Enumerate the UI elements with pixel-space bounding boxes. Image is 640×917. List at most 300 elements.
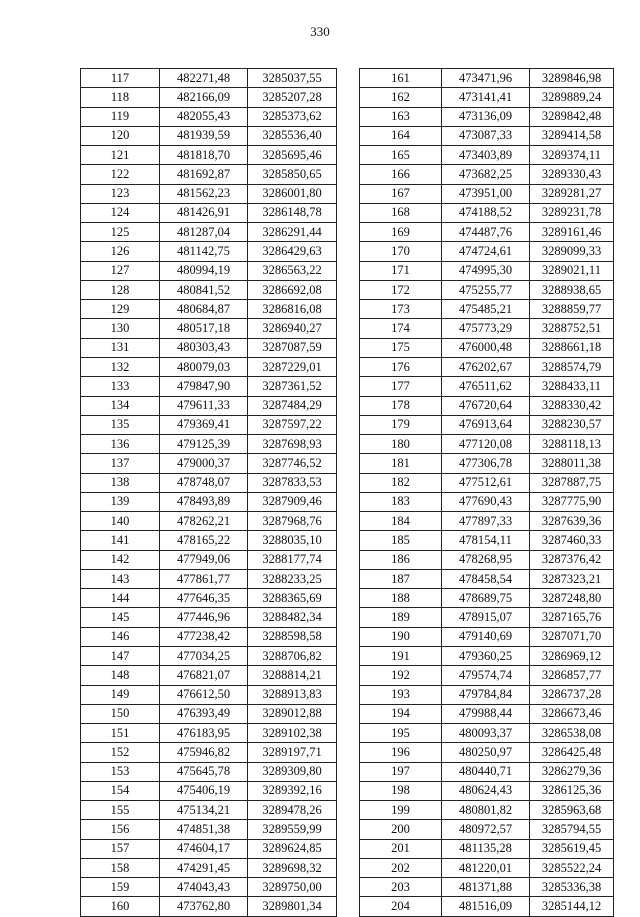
table-row (81, 781, 337, 800)
x-coordinate-cell: 479369,41 (160, 415, 248, 434)
x-coordinate-cell: 480250,97 (442, 743, 530, 762)
x-coordinate-cell: 479611,33 (160, 396, 248, 415)
x-coordinate-cell: 477120,08 (442, 435, 530, 454)
y-coordinate-cell: 3287248,80 (530, 589, 614, 608)
point-number-cell: 189 (360, 608, 442, 627)
point-number-cell: 138 (81, 473, 160, 492)
point-number-cell: 143 (81, 569, 160, 588)
table-row (360, 203, 614, 222)
y-coordinate-cell: 3288433,11 (530, 377, 614, 396)
y-coordinate-cell: 3288035,10 (248, 531, 337, 550)
table-row (81, 492, 337, 511)
y-coordinate-cell: 3289842,48 (530, 107, 614, 126)
point-number-cell: 147 (81, 646, 160, 665)
x-coordinate-cell: 477512,61 (442, 473, 530, 492)
table-row (360, 492, 614, 511)
x-coordinate-cell: 474487,76 (442, 223, 530, 242)
x-coordinate-cell: 474291,45 (160, 858, 248, 877)
x-coordinate-cell: 475773,29 (442, 319, 530, 338)
point-number-cell: 153 (81, 762, 160, 781)
table-row (81, 415, 337, 434)
y-coordinate-cell: 3287361,52 (248, 377, 337, 396)
y-coordinate-cell: 3289801,34 (248, 897, 337, 916)
x-coordinate-cell: 480684,87 (160, 300, 248, 319)
y-coordinate-cell: 3287484,29 (248, 396, 337, 415)
table-row (81, 473, 337, 492)
table-row (360, 589, 614, 608)
x-coordinate-cell: 481562,23 (160, 184, 248, 203)
x-coordinate-cell: 480093,37 (442, 724, 530, 743)
point-number-cell: 139 (81, 492, 160, 511)
point-number-cell: 186 (360, 550, 442, 569)
x-coordinate-cell: 480303,43 (160, 338, 248, 357)
point-number-cell: 164 (360, 126, 442, 145)
y-coordinate-cell: 3286673,46 (530, 704, 614, 723)
coordinates-table-left (80, 68, 337, 917)
x-coordinate-cell: 477646,35 (160, 589, 248, 608)
y-coordinate-cell: 3286563,22 (248, 261, 337, 280)
y-coordinate-cell: 3287460,33 (530, 531, 614, 550)
table-row (360, 743, 614, 762)
point-number-cell: 182 (360, 473, 442, 492)
table-row (81, 724, 337, 743)
point-number-cell: 184 (360, 512, 442, 531)
x-coordinate-cell: 476202,67 (442, 357, 530, 376)
y-coordinate-cell: 3286125,36 (530, 781, 614, 800)
table-row (360, 724, 614, 743)
point-number-cell: 154 (81, 781, 160, 800)
point-number-cell: 174 (360, 319, 442, 338)
table-row (360, 646, 614, 665)
table-row (81, 743, 337, 762)
table-row (360, 801, 614, 820)
y-coordinate-cell: 3289021,11 (530, 261, 614, 280)
y-coordinate-cell: 3285037,55 (248, 69, 337, 88)
point-number-cell: 196 (360, 743, 442, 762)
x-coordinate-cell: 480841,52 (160, 280, 248, 299)
x-coordinate-cell: 475485,21 (442, 300, 530, 319)
x-coordinate-cell: 474188,52 (442, 203, 530, 222)
table-row (81, 184, 337, 203)
y-coordinate-cell: 3288814,21 (248, 666, 337, 685)
point-number-cell: 133 (81, 377, 160, 396)
table-row (360, 704, 614, 723)
table-row (360, 338, 614, 357)
point-number-cell: 151 (81, 724, 160, 743)
y-coordinate-cell: 3286737,28 (530, 685, 614, 704)
point-number-cell: 140 (81, 512, 160, 531)
x-coordinate-cell: 481426,91 (160, 203, 248, 222)
y-coordinate-cell: 3287597,22 (248, 415, 337, 434)
table-row (360, 839, 614, 858)
table-row (81, 126, 337, 145)
point-number-cell: 156 (81, 820, 160, 839)
x-coordinate-cell: 473762,80 (160, 897, 248, 916)
x-coordinate-cell: 477861,77 (160, 569, 248, 588)
point-number-cell: 142 (81, 550, 160, 569)
y-coordinate-cell: 3288118,13 (530, 435, 614, 454)
x-coordinate-cell: 477897,33 (442, 512, 530, 531)
x-coordinate-cell: 477034,25 (160, 646, 248, 665)
point-number-cell: 150 (81, 704, 160, 723)
point-number-cell: 146 (81, 627, 160, 646)
y-coordinate-cell: 3285522,24 (530, 858, 614, 877)
y-coordinate-cell: 3286429,63 (248, 242, 337, 261)
point-number-cell: 159 (81, 878, 160, 897)
table-row (360, 820, 614, 839)
x-coordinate-cell: 474851,38 (160, 820, 248, 839)
x-coordinate-cell: 476000,48 (442, 338, 530, 357)
table-row (360, 107, 614, 126)
table-row (81, 801, 337, 820)
x-coordinate-cell: 473682,25 (442, 165, 530, 184)
table-row (360, 762, 614, 781)
table-row (360, 69, 614, 88)
table-row (360, 242, 614, 261)
x-coordinate-cell: 473136,09 (442, 107, 530, 126)
point-number-cell: 171 (360, 261, 442, 280)
y-coordinate-cell: 3288177,74 (248, 550, 337, 569)
y-coordinate-cell: 3285144,12 (530, 897, 614, 916)
y-coordinate-cell: 3288230,57 (530, 415, 614, 434)
point-number-cell: 148 (81, 666, 160, 685)
point-number-cell: 194 (360, 704, 442, 723)
y-coordinate-cell: 3288913,83 (248, 685, 337, 704)
table-row (360, 858, 614, 877)
point-number-cell: 172 (360, 280, 442, 299)
x-coordinate-cell: 479125,39 (160, 435, 248, 454)
table-row (360, 531, 614, 550)
y-coordinate-cell: 3287746,52 (248, 454, 337, 473)
table-row (81, 69, 337, 88)
y-coordinate-cell: 3285695,46 (248, 146, 337, 165)
point-number-cell: 163 (360, 107, 442, 126)
point-number-cell: 167 (360, 184, 442, 203)
x-coordinate-cell: 473471,96 (442, 69, 530, 88)
point-number-cell: 129 (81, 300, 160, 319)
x-coordinate-cell: 479988,44 (442, 704, 530, 723)
point-number-cell: 122 (81, 165, 160, 184)
point-number-cell: 157 (81, 839, 160, 858)
table-row (360, 569, 614, 588)
y-coordinate-cell: 3285850,65 (248, 165, 337, 184)
table-row (81, 589, 337, 608)
x-coordinate-cell: 479784,84 (442, 685, 530, 704)
y-coordinate-cell: 3289889,24 (530, 88, 614, 107)
x-coordinate-cell: 481818,70 (160, 146, 248, 165)
x-coordinate-cell: 481142,75 (160, 242, 248, 261)
table-row (81, 512, 337, 531)
x-coordinate-cell: 482166,09 (160, 88, 248, 107)
x-coordinate-cell: 477949,06 (160, 550, 248, 569)
table-row (81, 646, 337, 665)
table-row (81, 107, 337, 126)
y-coordinate-cell: 3286692,08 (248, 280, 337, 299)
y-coordinate-cell: 3287775,90 (530, 492, 614, 511)
table-row (81, 146, 337, 165)
x-coordinate-cell: 475645,78 (160, 762, 248, 781)
table-row (360, 223, 614, 242)
x-coordinate-cell: 475255,77 (442, 280, 530, 299)
point-number-cell: 185 (360, 531, 442, 550)
point-number-cell: 134 (81, 396, 160, 415)
x-coordinate-cell: 477238,42 (160, 627, 248, 646)
y-coordinate-cell: 3288233,25 (248, 569, 337, 588)
point-number-cell: 161 (360, 69, 442, 88)
y-coordinate-cell: 3289414,58 (530, 126, 614, 145)
x-coordinate-cell: 480972,57 (442, 820, 530, 839)
table-row (81, 627, 337, 646)
point-number-cell: 152 (81, 743, 160, 762)
x-coordinate-cell: 473403,89 (442, 146, 530, 165)
y-coordinate-cell: 3289750,00 (248, 878, 337, 897)
x-coordinate-cell: 474724,61 (442, 242, 530, 261)
y-coordinate-cell: 3288859,77 (530, 300, 614, 319)
point-number-cell: 181 (360, 454, 442, 473)
table-row (360, 685, 614, 704)
x-coordinate-cell: 478165,22 (160, 531, 248, 550)
point-number-cell: 173 (360, 300, 442, 319)
point-number-cell: 121 (81, 146, 160, 165)
x-coordinate-cell: 479360,25 (442, 646, 530, 665)
x-coordinate-cell: 479140,69 (442, 627, 530, 646)
point-number-cell: 130 (81, 319, 160, 338)
table-row (360, 300, 614, 319)
point-number-cell: 187 (360, 569, 442, 588)
y-coordinate-cell: 3287323,21 (530, 569, 614, 588)
y-coordinate-cell: 3288752,51 (530, 319, 614, 338)
x-coordinate-cell: 478268,95 (442, 550, 530, 569)
point-number-cell: 119 (81, 107, 160, 126)
table-row (81, 338, 337, 357)
coordinates-table-right (359, 68, 614, 917)
point-number-cell: 137 (81, 454, 160, 473)
table-row (360, 666, 614, 685)
x-coordinate-cell: 482271,48 (160, 69, 248, 88)
y-coordinate-cell: 3287698,93 (248, 435, 337, 454)
table-row (81, 280, 337, 299)
table-row (360, 146, 614, 165)
y-coordinate-cell: 3288574,79 (530, 357, 614, 376)
point-number-cell: 198 (360, 781, 442, 800)
table-row (360, 550, 614, 569)
point-number-cell: 131 (81, 338, 160, 357)
y-coordinate-cell: 3288598,58 (248, 627, 337, 646)
x-coordinate-cell: 480079,03 (160, 357, 248, 376)
point-number-cell: 149 (81, 685, 160, 704)
y-coordinate-cell: 3285794,55 (530, 820, 614, 839)
y-coordinate-cell: 3289559,99 (248, 820, 337, 839)
table-row (81, 300, 337, 319)
y-coordinate-cell: 3286857,77 (530, 666, 614, 685)
y-coordinate-cell: 3289392,16 (248, 781, 337, 800)
table-row (81, 88, 337, 107)
y-coordinate-cell: 3289478,26 (248, 801, 337, 820)
y-coordinate-cell: 3285207,28 (248, 88, 337, 107)
x-coordinate-cell: 481220,01 (442, 858, 530, 877)
point-number-cell: 180 (360, 435, 442, 454)
point-number-cell: 200 (360, 820, 442, 839)
table-row (81, 666, 337, 685)
table-row (360, 608, 614, 627)
table-row (360, 781, 614, 800)
x-coordinate-cell: 479000,37 (160, 454, 248, 473)
x-coordinate-cell: 480517,18 (160, 319, 248, 338)
x-coordinate-cell: 474604,17 (160, 839, 248, 858)
point-number-cell: 193 (360, 685, 442, 704)
x-coordinate-cell: 476511,62 (442, 377, 530, 396)
table-row (81, 820, 337, 839)
table-row (360, 377, 614, 396)
y-coordinate-cell: 3288011,38 (530, 454, 614, 473)
x-coordinate-cell: 481135,28 (442, 839, 530, 858)
point-number-cell: 155 (81, 801, 160, 820)
point-number-cell: 202 (360, 858, 442, 877)
page-number: 330 (310, 24, 330, 39)
y-coordinate-cell: 3288661,18 (530, 338, 614, 357)
table-row (81, 203, 337, 222)
x-coordinate-cell: 478458,54 (442, 569, 530, 588)
point-number-cell: 162 (360, 88, 442, 107)
point-number-cell: 188 (360, 589, 442, 608)
y-coordinate-cell: 3287165,76 (530, 608, 614, 627)
table-row (360, 280, 614, 299)
point-number-cell: 117 (81, 69, 160, 88)
table-row (81, 357, 337, 376)
table-row (81, 531, 337, 550)
table-row (360, 165, 614, 184)
point-number-cell: 192 (360, 666, 442, 685)
table-row (360, 878, 614, 897)
y-coordinate-cell: 3286969,12 (530, 646, 614, 665)
x-coordinate-cell: 481516,09 (442, 897, 530, 916)
x-coordinate-cell: 477306,78 (442, 454, 530, 473)
table-row (81, 319, 337, 338)
table-row (81, 377, 337, 396)
point-number-cell: 177 (360, 377, 442, 396)
x-coordinate-cell: 476183,95 (160, 724, 248, 743)
point-number-cell: 128 (81, 280, 160, 299)
x-coordinate-cell: 476913,64 (442, 415, 530, 434)
table-row (81, 550, 337, 569)
y-coordinate-cell: 3289309,80 (248, 762, 337, 781)
x-coordinate-cell: 480440,71 (442, 762, 530, 781)
table-row (360, 473, 614, 492)
point-number-cell: 145 (81, 608, 160, 627)
table-row (360, 512, 614, 531)
x-coordinate-cell: 476612,50 (160, 685, 248, 704)
y-coordinate-cell: 3287639,36 (530, 512, 614, 531)
x-coordinate-cell: 481939,59 (160, 126, 248, 145)
table-row (81, 396, 337, 415)
x-coordinate-cell: 473951,00 (442, 184, 530, 203)
point-number-cell: 176 (360, 357, 442, 376)
point-number-cell: 132 (81, 357, 160, 376)
y-coordinate-cell: 3288330,42 (530, 396, 614, 415)
table-row (81, 762, 337, 781)
table-row (360, 454, 614, 473)
x-coordinate-cell: 473141,41 (442, 88, 530, 107)
table-row (81, 704, 337, 723)
x-coordinate-cell: 477446,96 (160, 608, 248, 627)
x-coordinate-cell: 475134,21 (160, 801, 248, 820)
y-coordinate-cell: 3287087,59 (248, 338, 337, 357)
y-coordinate-cell: 3286816,08 (248, 300, 337, 319)
y-coordinate-cell: 3289099,33 (530, 242, 614, 261)
point-number-cell: 165 (360, 146, 442, 165)
x-coordinate-cell: 477690,43 (442, 492, 530, 511)
x-coordinate-cell: 478154,11 (442, 531, 530, 550)
point-number-cell: 204 (360, 897, 442, 916)
y-coordinate-cell: 3285536,40 (248, 126, 337, 145)
point-number-cell: 195 (360, 724, 442, 743)
x-coordinate-cell: 475406,19 (160, 781, 248, 800)
y-coordinate-cell: 3285963,68 (530, 801, 614, 820)
point-number-cell: 183 (360, 492, 442, 511)
point-number-cell: 169 (360, 223, 442, 242)
y-coordinate-cell: 3288706,82 (248, 646, 337, 665)
y-coordinate-cell: 3286291,44 (248, 223, 337, 242)
point-number-cell: 166 (360, 165, 442, 184)
table-row (360, 897, 614, 916)
point-number-cell: 127 (81, 261, 160, 280)
table-row (360, 435, 614, 454)
table-row (360, 357, 614, 376)
y-coordinate-cell: 3287833,53 (248, 473, 337, 492)
table-row (81, 261, 337, 280)
point-number-cell: 141 (81, 531, 160, 550)
table-row (360, 261, 614, 280)
point-number-cell: 170 (360, 242, 442, 261)
point-number-cell: 168 (360, 203, 442, 222)
point-number-cell: 179 (360, 415, 442, 434)
point-number-cell: 135 (81, 415, 160, 434)
x-coordinate-cell: 480801,82 (442, 801, 530, 820)
table-row (81, 223, 337, 242)
table-row (81, 242, 337, 261)
y-coordinate-cell: 3287887,75 (530, 473, 614, 492)
point-number-cell: 126 (81, 242, 160, 261)
point-number-cell: 199 (360, 801, 442, 820)
table-row (81, 608, 337, 627)
table-row (360, 627, 614, 646)
y-coordinate-cell: 3287968,76 (248, 512, 337, 531)
y-coordinate-cell: 3287071,70 (530, 627, 614, 646)
y-coordinate-cell: 3285373,62 (248, 107, 337, 126)
x-coordinate-cell: 475946,82 (160, 743, 248, 762)
y-coordinate-cell: 3289698,32 (248, 858, 337, 877)
point-number-cell: 136 (81, 435, 160, 454)
table-row (81, 435, 337, 454)
table-row (360, 396, 614, 415)
y-coordinate-cell: 3289231,78 (530, 203, 614, 222)
y-coordinate-cell: 3288938,65 (530, 280, 614, 299)
x-coordinate-cell: 473087,33 (442, 126, 530, 145)
y-coordinate-cell: 3289197,71 (248, 743, 337, 762)
y-coordinate-cell: 3286001,80 (248, 184, 337, 203)
table-row (81, 685, 337, 704)
table-row (81, 858, 337, 877)
table-row (360, 415, 614, 434)
x-coordinate-cell: 479574,74 (442, 666, 530, 685)
x-coordinate-cell: 480994,19 (160, 261, 248, 280)
point-number-cell: 120 (81, 126, 160, 145)
x-coordinate-cell: 474995,30 (442, 261, 530, 280)
y-coordinate-cell: 3288365,69 (248, 589, 337, 608)
y-coordinate-cell: 3287909,46 (248, 492, 337, 511)
point-number-cell: 190 (360, 627, 442, 646)
point-number-cell: 197 (360, 762, 442, 781)
